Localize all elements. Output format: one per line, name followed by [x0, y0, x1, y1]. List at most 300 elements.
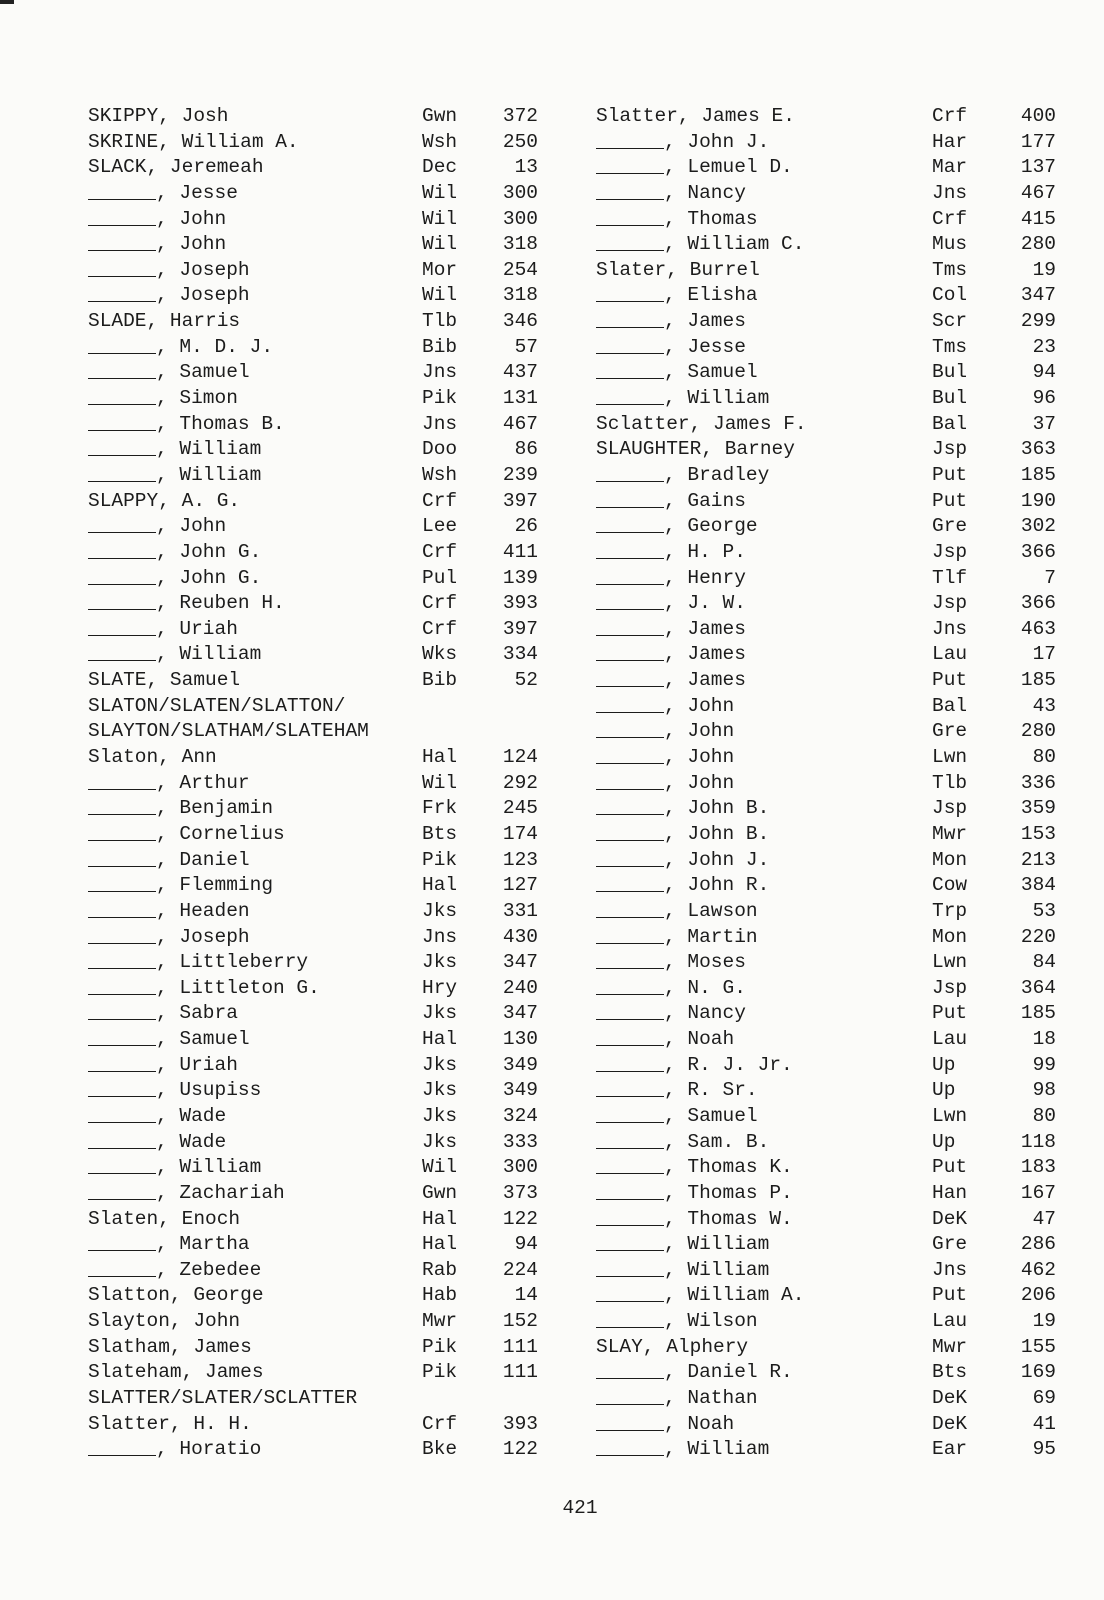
entry-county: Wil [422, 1156, 458, 1179]
entry-page: 169 [1020, 1361, 1056, 1384]
ditto-blank-line [88, 352, 156, 354]
ditto-blank-line [88, 583, 156, 585]
ditto-blank-line [88, 300, 156, 302]
ditto-blank-line [88, 839, 156, 841]
entry-page: 300 [502, 181, 538, 204]
ditto-blank-line [596, 916, 664, 918]
entry-name-text: , Headen [156, 899, 250, 922]
entry-name [88, 283, 250, 309]
entry-page: 373 [502, 1181, 538, 1204]
entry-page: 155 [1020, 1335, 1056, 1358]
ditto-blank-line [88, 659, 156, 661]
entry-page: 384 [1020, 874, 1056, 897]
entry-county: Tms [932, 335, 968, 358]
entry-name [88, 463, 261, 489]
entry-name [88, 848, 250, 874]
index-entry [596, 745, 1066, 771]
entry-name-text: , John B. [664, 822, 770, 845]
entry-county: Wsh [422, 463, 458, 486]
entry-name-text: , William [664, 387, 770, 410]
entry-page: 153 [1020, 822, 1056, 845]
entry-name-text: , John G. [156, 566, 262, 589]
entry-page: 183 [1020, 1156, 1056, 1179]
index-entry [596, 1360, 1066, 1386]
index-entry [88, 335, 558, 361]
index-entry [88, 1207, 558, 1233]
entry-county: Jks [422, 951, 458, 974]
index-entry [88, 771, 558, 797]
entry-page: 130 [502, 1028, 538, 1051]
entry-page: 213 [1020, 848, 1056, 871]
entry-name-text: , Zachariah [156, 1181, 285, 1204]
ditto-blank-line [596, 403, 664, 405]
index-entry [596, 1386, 1066, 1412]
entry-county: Lau [932, 643, 968, 666]
entry-name-text: , N. G. [664, 976, 746, 999]
entry-name-text: , John [156, 207, 227, 230]
entry-county: Put [932, 669, 968, 692]
entry-name [88, 668, 240, 694]
entry-name [596, 1053, 793, 1079]
entry-name [596, 155, 793, 181]
ditto-blank-line [88, 198, 156, 200]
entry-county: Wil [422, 284, 458, 307]
entry-county: Jks [422, 1104, 458, 1127]
entry-name [88, 104, 228, 130]
index-entry [88, 1309, 558, 1335]
entry-page: 47 [1032, 1207, 1056, 1230]
entry-county: Up [932, 1130, 956, 1153]
ditto-blank-line [88, 557, 156, 559]
entry-page: 331 [502, 899, 538, 922]
entry-county: Ear [932, 1438, 968, 1461]
entry-name [88, 719, 369, 745]
entry-name-text: , John [664, 746, 735, 769]
entry-county: DeK [932, 1412, 968, 1435]
entry-name [88, 822, 285, 848]
entry-name-text: , William [156, 1156, 262, 1179]
entry-county: Jns [422, 412, 458, 435]
entry-county: Jns [422, 925, 458, 948]
ditto-blank-line [596, 377, 664, 379]
entry-name [596, 566, 746, 592]
entry-county: Tlf [932, 566, 968, 589]
entry-name [88, 976, 320, 1002]
entry-county: Crf [932, 207, 968, 230]
entry-county: DeK [932, 1207, 968, 1230]
ditto-blank-line [596, 788, 664, 790]
index-entry [596, 1437, 1066, 1463]
index-entry [88, 1053, 558, 1079]
index-entry [596, 1001, 1066, 1027]
entry-name-text: , John [664, 694, 735, 717]
entry-name [88, 1053, 238, 1079]
entry-name-text: , William [664, 1233, 770, 1256]
index-entry [88, 1155, 558, 1181]
entry-name-text: Slatter, James E. [596, 105, 795, 127]
entry-name-text: Slatham, James [88, 1335, 252, 1358]
entry-name [88, 771, 250, 797]
entry-name-text: Slaton, Ann [88, 746, 217, 769]
entry-name-text: SLAPPY, A. G. [88, 489, 241, 512]
index-entry [88, 694, 558, 720]
entry-name [596, 540, 746, 566]
ditto-blank-line [596, 865, 664, 867]
entry-name [596, 771, 734, 797]
ditto-blank-line [596, 1224, 664, 1226]
index-entry [88, 1258, 558, 1284]
index-entry [596, 489, 1066, 515]
ditto-blank-line [596, 1095, 664, 1097]
entry-name [88, 309, 240, 335]
entry-county: Wsh [422, 130, 458, 153]
entry-name [88, 796, 273, 822]
ditto-blank-line [596, 506, 664, 508]
entry-county: Bul [932, 361, 968, 384]
entry-name [596, 309, 746, 335]
index-entry [88, 1412, 558, 1438]
entry-name-text: , Nathan [664, 1387, 758, 1410]
entry-name-text: , R. Sr. [664, 1079, 758, 1102]
entry-county: Jsp [932, 438, 968, 461]
entry-name [88, 1027, 250, 1053]
entry-page: 254 [502, 258, 538, 281]
entry-name [88, 1309, 240, 1335]
ditto-blank-line [88, 1070, 156, 1072]
entry-page: 57 [514, 335, 538, 358]
entry-county: Put [932, 1156, 968, 1179]
index-entry [88, 1104, 558, 1130]
entry-name-text: , Noah [664, 1412, 735, 1435]
index-entry [596, 540, 1066, 566]
entry-page: 372 [502, 105, 538, 127]
index-entry [596, 104, 1066, 130]
index-entry [596, 258, 1066, 284]
entry-page: 52 [514, 669, 538, 692]
entry-page: 437 [502, 361, 538, 384]
ditto-blank-line [596, 736, 664, 738]
entry-name-text: SKIPPY, Josh [88, 105, 229, 127]
ditto-blank-line [88, 1095, 156, 1097]
entry-county: Pik [422, 848, 458, 871]
entry-name [88, 1386, 357, 1412]
entry-county: Gwn [422, 105, 458, 127]
entry-county: Crf [422, 617, 458, 640]
entry-name [596, 1104, 758, 1130]
ditto-blank-line [88, 788, 156, 790]
entry-name-text: , Lemuel D. [664, 156, 793, 179]
entry-name [596, 1027, 734, 1053]
entry-page: 333 [502, 1130, 538, 1153]
entry-name-text: , James [664, 617, 746, 640]
entry-page: 411 [502, 540, 538, 563]
ditto-blank-line [88, 916, 156, 918]
entry-name [596, 1335, 748, 1361]
index-entry [596, 1104, 1066, 1130]
entry-page: 397 [502, 489, 538, 512]
entry-page: 41 [1032, 1412, 1056, 1435]
entry-county: Lwn [932, 746, 968, 769]
entry-page: 111 [502, 1361, 538, 1384]
ditto-blank-line [88, 1454, 156, 1456]
entry-name-text: , Joseph [156, 925, 250, 948]
entry-name [596, 822, 769, 848]
entry-page: 152 [502, 1310, 538, 1333]
entry-name [88, 514, 226, 540]
ditto-blank-line [88, 403, 156, 405]
index-entry [88, 1335, 558, 1361]
entry-page: 366 [1020, 540, 1056, 563]
ditto-blank-line [596, 839, 664, 841]
entry-county: Lwn [932, 951, 968, 974]
index-entry [596, 155, 1066, 181]
entry-page: 94 [514, 1233, 538, 1256]
ditto-blank-line [88, 531, 156, 533]
entry-name [596, 976, 746, 1002]
entry-name-text: , John [664, 771, 735, 794]
entry-name [88, 1258, 261, 1284]
ditto-blank-line [596, 1300, 664, 1302]
entry-name-text: , John R. [664, 874, 770, 897]
ditto-blank-line [596, 634, 664, 636]
entry-name [88, 437, 261, 463]
entry-county: Gre [932, 515, 968, 538]
entry-name [596, 386, 769, 412]
entry-county: Bts [422, 822, 458, 845]
entry-county: Har [932, 130, 968, 153]
entry-name [88, 335, 273, 361]
index-entry [88, 489, 558, 515]
entry-name [88, 1207, 240, 1233]
index-entry [596, 1412, 1066, 1438]
ditto-blank-line [88, 1275, 156, 1277]
entry-name [596, 668, 746, 694]
entry-page: 86 [514, 438, 538, 461]
entry-name-text: , George [664, 515, 758, 538]
entry-name [596, 232, 804, 258]
ditto-blank-line [88, 249, 156, 251]
entry-name-text: SLATON/SLATEN/SLATTON/ [88, 694, 346, 717]
ditto-blank-line [88, 454, 156, 456]
entry-county: Cow [932, 874, 968, 897]
entry-county: Pik [422, 387, 458, 410]
entry-page: 43 [1032, 694, 1056, 717]
entry-page: 94 [1032, 361, 1056, 384]
index-entry [88, 207, 558, 233]
entry-county: Jns [932, 617, 968, 640]
entry-county: Hal [422, 1233, 458, 1256]
entry-name-text: , Littleberry [156, 951, 309, 974]
entry-page: 363 [1020, 438, 1056, 461]
entry-page: 127 [502, 874, 538, 897]
entry-name [88, 1283, 264, 1309]
index-entry [596, 1207, 1066, 1233]
entry-name [596, 335, 746, 361]
entry-page: 96 [1032, 387, 1056, 410]
entry-page: 393 [502, 1412, 538, 1435]
entry-page: 23 [1032, 335, 1056, 358]
entry-page: 415 [1020, 207, 1056, 230]
entry-county: Tms [932, 258, 968, 281]
entry-page: 280 [1020, 233, 1056, 256]
ditto-blank-line [88, 429, 156, 431]
entry-name [596, 899, 758, 925]
entry-name-text: , Samuel [156, 1028, 250, 1051]
entry-name [88, 1181, 285, 1207]
ditto-blank-line [596, 326, 664, 328]
entry-county: Mwr [932, 822, 968, 845]
entry-page: 167 [1020, 1181, 1056, 1204]
index-entry [596, 668, 1066, 694]
entry-name [88, 1360, 264, 1386]
entry-county: Bal [932, 694, 968, 717]
ditto-blank-line [596, 1403, 664, 1405]
entry-name [596, 130, 769, 156]
index-entry [596, 925, 1066, 951]
entry-name [88, 386, 238, 412]
ditto-blank-line [88, 942, 156, 944]
entry-page: 84 [1032, 951, 1056, 974]
entry-page: 111 [502, 1335, 538, 1358]
entry-county: Put [932, 463, 968, 486]
entry-county: Scr [932, 310, 968, 333]
ditto-blank-line [88, 993, 156, 995]
entry-name [596, 1360, 793, 1386]
entry-county: Bal [932, 412, 968, 435]
entry-county: Crf [422, 489, 458, 512]
entry-name [88, 1104, 226, 1130]
ditto-blank-line [596, 685, 664, 687]
entry-county: Wil [422, 181, 458, 204]
entry-name-text: , Noah [664, 1028, 735, 1051]
entry-name-text: , William C. [664, 233, 805, 256]
ditto-blank-line [596, 711, 664, 713]
right-index-column [596, 104, 1066, 1463]
ditto-blank-line [596, 1326, 664, 1328]
index-entry [88, 463, 558, 489]
ditto-blank-line [596, 608, 664, 610]
ditto-blank-line [88, 1044, 156, 1046]
entry-county: Bts [932, 1361, 968, 1384]
ditto-blank-line [596, 557, 664, 559]
index-entry [596, 976, 1066, 1002]
entry-county: Bul [932, 387, 968, 410]
left-index-column [88, 104, 558, 1463]
entry-page: 393 [502, 592, 538, 615]
entry-name-text: SKRINE, William A. [88, 130, 299, 153]
entry-page: 7 [1044, 566, 1056, 589]
ditto-blank-line [596, 890, 664, 892]
entry-page: 139 [502, 566, 538, 589]
entry-page: 397 [502, 617, 538, 640]
ditto-blank-line [596, 1044, 664, 1046]
entry-page: 349 [502, 1053, 538, 1076]
ditto-blank-line [88, 1121, 156, 1123]
entry-county: Lee [422, 515, 458, 538]
ditto-blank-line [596, 172, 664, 174]
index-entry [596, 207, 1066, 233]
entry-page: 240 [502, 976, 538, 999]
entry-name-text: , Wade [156, 1130, 227, 1153]
ditto-blank-line [596, 1018, 664, 1020]
ditto-blank-line [596, 352, 664, 354]
index-entry [596, 694, 1066, 720]
ditto-blank-line [596, 993, 664, 995]
entry-county: Pik [422, 1335, 458, 1358]
scan-edge-mark [0, 0, 14, 4]
index-entry [88, 591, 558, 617]
entry-page: 185 [1020, 463, 1056, 486]
entry-page: 467 [1020, 181, 1056, 204]
entry-name [596, 642, 746, 668]
index-entry [88, 283, 558, 309]
entry-name [88, 155, 264, 181]
entry-county: Gre [932, 720, 968, 743]
entry-county: Mwr [422, 1310, 458, 1333]
entry-name-text: , Gains [664, 489, 746, 512]
ditto-blank-line [88, 1018, 156, 1020]
entry-name [88, 591, 285, 617]
index-entry [88, 950, 558, 976]
index-entry [596, 566, 1066, 592]
entry-county: Jsp [932, 976, 968, 999]
index-entry [596, 514, 1066, 540]
entry-name-text: , Samuel [156, 361, 250, 384]
entry-name-text: , Joseph [156, 258, 250, 281]
entry-county: Hab [422, 1284, 458, 1307]
entry-county: Crf [422, 1412, 458, 1435]
index-entry [596, 309, 1066, 335]
index-entry [596, 1053, 1066, 1079]
ditto-blank-line [596, 659, 664, 661]
entry-name-text: , Arthur [156, 771, 250, 794]
entry-name-text: SLAY, Alphery [596, 1335, 749, 1358]
entry-name-text: , Wilson [664, 1310, 758, 1333]
entry-name-text: , Elisha [664, 284, 758, 307]
ditto-blank-line [88, 967, 156, 969]
entry-county: Lau [932, 1028, 968, 1051]
entry-county: Mon [932, 848, 968, 871]
entry-name [596, 258, 760, 284]
index-entry [88, 1437, 558, 1463]
entry-name [596, 1078, 758, 1104]
entry-name [596, 925, 758, 951]
entry-name [88, 899, 250, 925]
entry-name [88, 642, 261, 668]
index-entry [88, 1360, 558, 1386]
entry-page: 364 [1020, 976, 1056, 999]
entry-name-text: , Samuel [664, 1104, 758, 1127]
entry-name-text: , Zebedee [156, 1258, 262, 1281]
index-entry [88, 540, 558, 566]
entry-name-text: , Moses [664, 951, 746, 974]
entry-name-text: SLATTER/SLATER/SCLATTER [88, 1387, 358, 1410]
entry-page: 69 [1032, 1387, 1056, 1410]
entry-county: Tlb [932, 771, 968, 794]
entry-county: Jsp [932, 797, 968, 820]
entry-name [596, 412, 807, 438]
entry-name-text: , John B. [664, 797, 770, 820]
index-entry [88, 566, 558, 592]
entry-name-text: , Uriah [156, 617, 238, 640]
entry-name [88, 1155, 261, 1181]
entry-county: Mar [932, 156, 968, 179]
index-entry [88, 925, 558, 951]
entry-county: Jsp [932, 592, 968, 615]
index-entry [88, 412, 558, 438]
index-entry [596, 950, 1066, 976]
entry-county: Wil [422, 771, 458, 794]
